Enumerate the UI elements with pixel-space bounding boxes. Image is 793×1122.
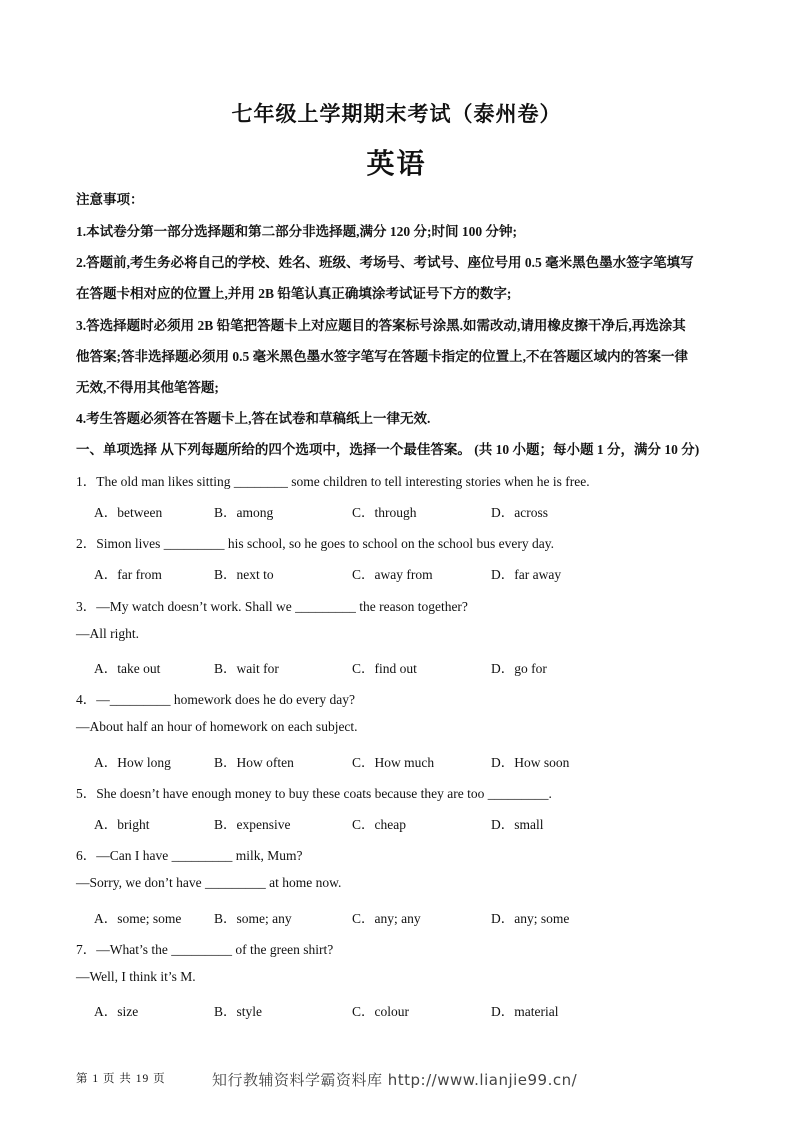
- option-b: B．some; any: [214, 911, 292, 926]
- option-a: A．take out: [94, 661, 161, 676]
- option-c: C．through: [352, 505, 417, 520]
- notice-line: 1.本试卷分第一部分选择题和第二部分非选择题,满分 120 分;时间 100 分钟;: [76, 224, 517, 239]
- subject-title: 英语: [366, 149, 427, 180]
- question-stem: 1．The old man likes sitting ________ some children to tell interesting stories when he is free.: [76, 474, 590, 489]
- page-number: 第 1 页 共 19 页: [76, 1073, 166, 1085]
- question-stem: 5．She doesn’t have enough money to buy these coats because they are too _________.: [76, 786, 552, 801]
- option-d: D．far away: [491, 567, 562, 582]
- option-c: C．How much: [352, 755, 435, 770]
- option-b: B．How often: [214, 755, 294, 770]
- option-a: A．far from: [94, 567, 162, 582]
- option-b: B．style: [214, 1004, 263, 1019]
- notice-heading: 注意事项：: [76, 192, 144, 207]
- question-stem: 3．—My watch doesn’t work. Shall we _________ the reason together?: [76, 599, 468, 614]
- option-b: B．expensive: [214, 817, 291, 832]
- question-dialogue: —Well, I think it’s M.: [76, 969, 196, 984]
- option-c: C．away from: [352, 567, 433, 582]
- option-d: D．How soon: [491, 755, 570, 770]
- option-b: B．wait for: [214, 661, 279, 676]
- watermark-link[interactable]: 知行教辅资料学霸资料库 http://www.lianjie99.cn/: [212, 1071, 578, 1089]
- question-stem: 6．—Can I have _________ milk, Mum?: [76, 848, 303, 863]
- notice-line: 在答题卡相对应的位置上,并用 2B 铅笔认真正确填涂考试证号下方的数字;: [76, 286, 512, 301]
- question-dialogue: —Sorry, we don’t have _________ at home now.: [76, 875, 342, 890]
- option-d: D．go for: [491, 661, 547, 676]
- option-c: C．any; any: [352, 911, 421, 926]
- option-c: C．cheap: [352, 817, 406, 832]
- option-a: A．between: [94, 505, 163, 520]
- question-stem: 2．Simon lives _________ his school, so he goes to school on the school bus every day.: [76, 536, 554, 551]
- option-a: A．bright: [94, 817, 150, 832]
- question-dialogue: —About half an hour of homework on each subject.: [76, 719, 358, 734]
- question-dialogue: —All right.: [76, 626, 139, 641]
- notice-line: 3.答选择题时必须用 2B 铅笔把答题卡上对应题目的答案标号涂黑.如需改动,请用橡皮擦干净后,再选涂其: [76, 318, 686, 333]
- notice-line: 2.答题前,考生务必将自己的学校、姓名、班级、考场号、考试号、座位号用 0.5 毫米黑色墨水签字笔填写: [76, 255, 694, 270]
- section-heading: 一、单项选择 从下列每题所给的四个选项中，选择一个最佳答案。 (共 10 小题；每小题 1 分，满分 10 分): [76, 442, 700, 457]
- notice-line: 4.考生答题必须答在答题卡上,答在试卷和草稿纸上一律无效.: [76, 411, 431, 426]
- notice-line: 无效,不得用其他笔答题;: [76, 380, 219, 395]
- option-d: D．small: [491, 817, 544, 832]
- notice-line: 他答案;答非选择题必须用 0.5 毫米黑色墨水签字笔写在答题卡指定的位置上,不在答题区域内的答案一律: [76, 349, 688, 364]
- option-c: C．colour: [352, 1004, 409, 1019]
- option-a: A．size: [94, 1004, 139, 1019]
- option-d: D．across: [491, 505, 548, 520]
- question-stem: 7．—What’s the _________ of the green shirt?: [76, 942, 334, 957]
- page-title: 七年级上学期期末考试（泰州卷）: [231, 102, 562, 126]
- option-c: C．find out: [352, 661, 417, 676]
- option-d: D．material: [491, 1004, 559, 1019]
- option-b: B．next to: [214, 567, 274, 582]
- option-d: D．any; some: [491, 911, 570, 926]
- option-b: B．among: [214, 505, 274, 520]
- option-a: A．How long: [94, 755, 171, 770]
- question-stem: 4．—_________ homework does he do every day?: [76, 692, 355, 707]
- option-a: A．some; some: [94, 911, 182, 926]
